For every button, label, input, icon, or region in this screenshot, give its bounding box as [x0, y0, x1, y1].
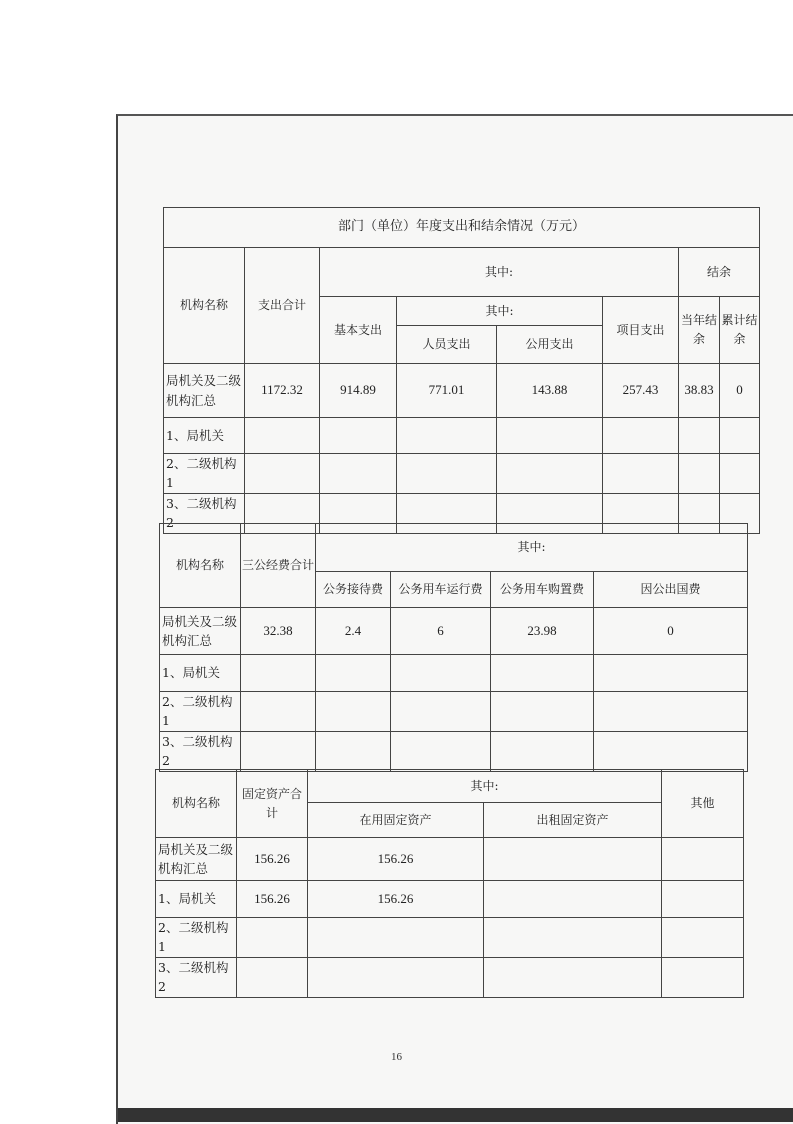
header-abroad: 因公出国费	[594, 572, 748, 608]
cell-total	[245, 418, 320, 454]
row-name: 局机关及二级机构汇总	[156, 838, 237, 881]
cell-other	[662, 918, 744, 958]
header-in-use: 在用固定资产	[308, 803, 484, 838]
cell-cumulative	[720, 418, 760, 454]
cell-leased	[484, 918, 662, 958]
row-name: 1、局机关	[160, 655, 241, 692]
cell-total	[241, 692, 316, 732]
header-leased: 出租固定资产	[484, 803, 662, 838]
table-row	[160, 608, 748, 655]
header-total: 固定资产合计	[237, 770, 308, 838]
header-org-name: 机构名称	[160, 524, 241, 608]
cell-total	[241, 655, 316, 692]
cell-basic: 914.89	[320, 364, 397, 418]
cell-in-use: 156.26	[308, 881, 484, 918]
header-total: 三公经费合计	[241, 524, 316, 608]
cell-total	[245, 454, 320, 494]
header-public: 公用支出	[497, 326, 603, 364]
header-cumulative: 累计结余	[720, 297, 760, 364]
table-row	[156, 838, 744, 881]
table-row	[160, 692, 748, 732]
cell-vehicle-run: 6	[391, 608, 491, 655]
cell-personnel	[397, 454, 497, 494]
cell-project	[603, 418, 679, 454]
table-row	[156, 957, 744, 997]
cell-total: 156.26	[237, 838, 308, 881]
table-row	[164, 454, 760, 494]
three-public-expenses-table	[159, 523, 748, 772]
cell-project	[603, 454, 679, 494]
cell-vehicle-buy	[491, 731, 594, 771]
cell-basic	[320, 454, 397, 494]
cell-vehicle-buy: 23.98	[491, 608, 594, 655]
cell-public: 143.88	[497, 364, 603, 418]
cell-in-use: 156.26	[308, 838, 484, 881]
table-row	[164, 418, 760, 454]
header-basic: 基本支出	[320, 297, 397, 364]
cell-leased	[484, 957, 662, 997]
cell-in-use	[308, 918, 484, 958]
row-name: 局机关及二级机构汇总	[164, 364, 245, 418]
row-name: 2、二级机构1	[160, 692, 241, 732]
header-vehicle-run: 公务用车运行费	[391, 572, 491, 608]
cell-current: 38.83	[679, 364, 720, 418]
header-reception: 公务接待费	[316, 572, 391, 608]
cell-total: 32.38	[241, 608, 316, 655]
table-row	[156, 881, 744, 918]
cell-abroad	[594, 731, 748, 771]
header-personnel: 人员支出	[397, 326, 497, 364]
header-of-which: 其中:	[308, 770, 662, 803]
cell-personnel: 771.01	[397, 364, 497, 418]
table-row	[164, 364, 760, 418]
header-of-which: 其中:	[320, 248, 679, 297]
cell-leased	[484, 881, 662, 918]
cell-current	[679, 418, 720, 454]
cell-abroad	[594, 655, 748, 692]
header-total: 支出合计	[245, 248, 320, 364]
header-project: 项目支出	[603, 297, 679, 364]
cell-vehicle-buy	[491, 655, 594, 692]
row-name: 1、局机关	[156, 881, 237, 918]
row-name: 1、局机关	[164, 418, 245, 454]
cell-cumulative: 0	[720, 364, 760, 418]
row-name: 3、二级机构2	[160, 731, 241, 771]
fixed-assets-table	[155, 769, 744, 998]
header-balance: 结余	[679, 248, 760, 297]
cell-leased	[484, 838, 662, 881]
header-of-which-2: 其中:	[397, 297, 603, 326]
cell-project: 257.43	[603, 364, 679, 418]
cell-public	[497, 454, 603, 494]
row-name: 3、二级机构2	[164, 493, 245, 533]
header-other: 其他	[662, 770, 744, 838]
cell-total: 1172.32	[245, 364, 320, 418]
cell-vehicle-run	[391, 731, 491, 771]
scan-edge	[118, 1108, 793, 1122]
row-name: 3、二级机构2	[156, 957, 237, 997]
cell-cumulative	[720, 454, 760, 494]
cell-current	[679, 454, 720, 494]
row-name: 2、二级机构1	[164, 454, 245, 494]
cell-reception	[316, 655, 391, 692]
cell-reception	[316, 731, 391, 771]
cell-other	[662, 838, 744, 881]
header-org-name: 机构名称	[156, 770, 237, 838]
cell-total: 156.26	[237, 881, 308, 918]
header-org-name: 机构名称	[164, 248, 245, 364]
cell-basic	[320, 418, 397, 454]
cell-vehicle-buy	[491, 692, 594, 732]
cell-reception: 2.4	[316, 608, 391, 655]
cell-reception	[316, 692, 391, 732]
cell-vehicle-run	[391, 692, 491, 732]
row-name: 局机关及二级机构汇总	[160, 608, 241, 655]
cell-other	[662, 957, 744, 997]
cell-total	[237, 918, 308, 958]
cell-vehicle-run	[391, 655, 491, 692]
cell-public	[497, 418, 603, 454]
cell-abroad: 0	[594, 608, 748, 655]
row-name: 2、二级机构1	[156, 918, 237, 958]
cell-abroad	[594, 692, 748, 732]
table-row	[160, 655, 748, 692]
expenditure-balance-table	[163, 207, 760, 534]
header-of-which: 其中:	[316, 524, 748, 572]
header-vehicle-buy: 公务用车购置费	[491, 572, 594, 608]
cell-total	[237, 957, 308, 997]
cell-personnel	[397, 418, 497, 454]
cell-total	[241, 731, 316, 771]
table1-title: 部门（单位）年度支出和结余情况（万元）	[164, 208, 760, 248]
table-row	[160, 731, 748, 771]
table-row	[156, 918, 744, 958]
page-number: 16	[391, 1051, 402, 1063]
cell-other	[662, 881, 744, 918]
header-current-year: 当年结余	[679, 297, 720, 364]
cell-in-use	[308, 957, 484, 997]
